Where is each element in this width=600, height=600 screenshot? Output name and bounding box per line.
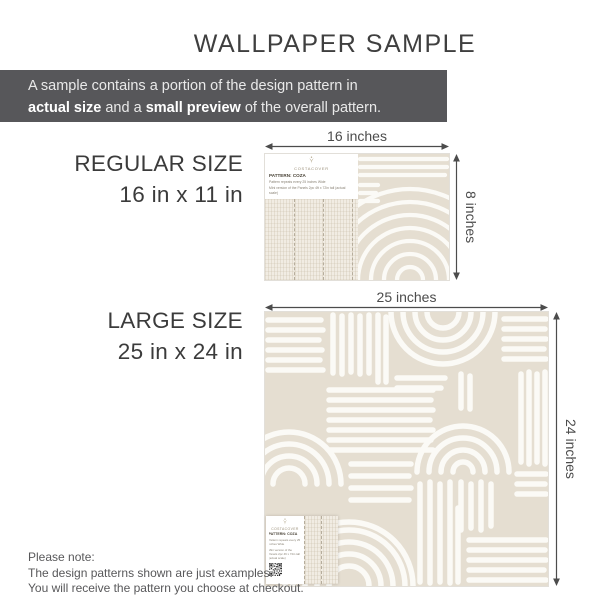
large-width-dimension-arrow bbox=[265, 303, 548, 312]
large-height-dimension-label: 24 inches bbox=[563, 419, 579, 479]
regular-sample-image bbox=[265, 154, 449, 280]
regular-sample-card bbox=[265, 154, 358, 199]
regular-size-name: REGULAR SIZE bbox=[74, 151, 243, 176]
regular-width-dimension-arrow bbox=[265, 142, 449, 151]
banner-line-2: actual size and a small preview of the overall pattern. bbox=[28, 100, 382, 116]
large-sample-mini-preview bbox=[304, 516, 338, 584]
panel-divider-dashed-line bbox=[294, 199, 295, 280]
note-line-1: Please note: bbox=[28, 550, 95, 564]
pattern-info-line-1: Pattern repeats every 25 inches Wide bbox=[268, 537, 301, 546]
regular-sample-preview-panel bbox=[265, 154, 358, 280]
intro-banner bbox=[0, 70, 447, 122]
panel-divider-dashed-line bbox=[352, 199, 353, 280]
note-line-3: You will receive the pattern you choose at checkout. bbox=[28, 581, 304, 595]
regular-height-dimension-label: 8 inches bbox=[463, 190, 479, 244]
regular-height-dimension-arrow bbox=[452, 154, 461, 280]
banner-bold-small-preview: small preview bbox=[145, 100, 241, 116]
note-line-2: The design patterns shown are just examples. bbox=[28, 565, 273, 580]
sprout-logo-icon bbox=[307, 156, 316, 165]
pattern-title: PATTERN: COZA bbox=[269, 173, 306, 178]
regular-sample-mini-preview bbox=[265, 199, 358, 280]
sprout-logo-icon bbox=[281, 518, 289, 526]
banner-line-1: A sample contains a portion of the design pattern in bbox=[28, 78, 358, 94]
footer-note bbox=[28, 547, 304, 597]
large-height-dimension-arrow bbox=[552, 312, 561, 586]
brand-name: COSTACOVER bbox=[271, 526, 299, 531]
large-sample-image bbox=[265, 312, 548, 586]
regular-sample-actual-size-pattern bbox=[358, 154, 449, 280]
regular-size-dimensions: 16 in x 11 in bbox=[119, 182, 243, 207]
banner-bold-actual-size: actual size bbox=[28, 100, 102, 116]
pattern-info-line-2: Mini version of the Panels 2pc 4ft x 72in tall (actual scale) bbox=[268, 547, 300, 561]
panel-divider-dashed-line bbox=[321, 516, 322, 584]
large-width-dimension-label: 25 inches bbox=[376, 289, 437, 305]
brand-name: COSTACOVER bbox=[294, 165, 329, 171]
large-size-name: LARGE SIZE bbox=[107, 308, 243, 333]
page-title: WALLPAPER SAMPLE bbox=[193, 30, 477, 58]
large-size-label bbox=[0, 305, 243, 367]
pattern-info-line-2: Mini version of the Panels 2pc 4ft x 72in tall (actual scale) bbox=[269, 186, 346, 196]
pattern-info-line-1: Pattern repeats every 25 inches Wide bbox=[269, 179, 326, 184]
panel-divider-dashed-line bbox=[323, 199, 324, 280]
pattern-title: PATTERN: COZA bbox=[268, 532, 298, 536]
regular-width-dimension-label: 16 inches bbox=[327, 128, 387, 144]
regular-size-label bbox=[0, 148, 243, 210]
large-size-dimensions: 25 in x 24 in bbox=[117, 339, 243, 364]
